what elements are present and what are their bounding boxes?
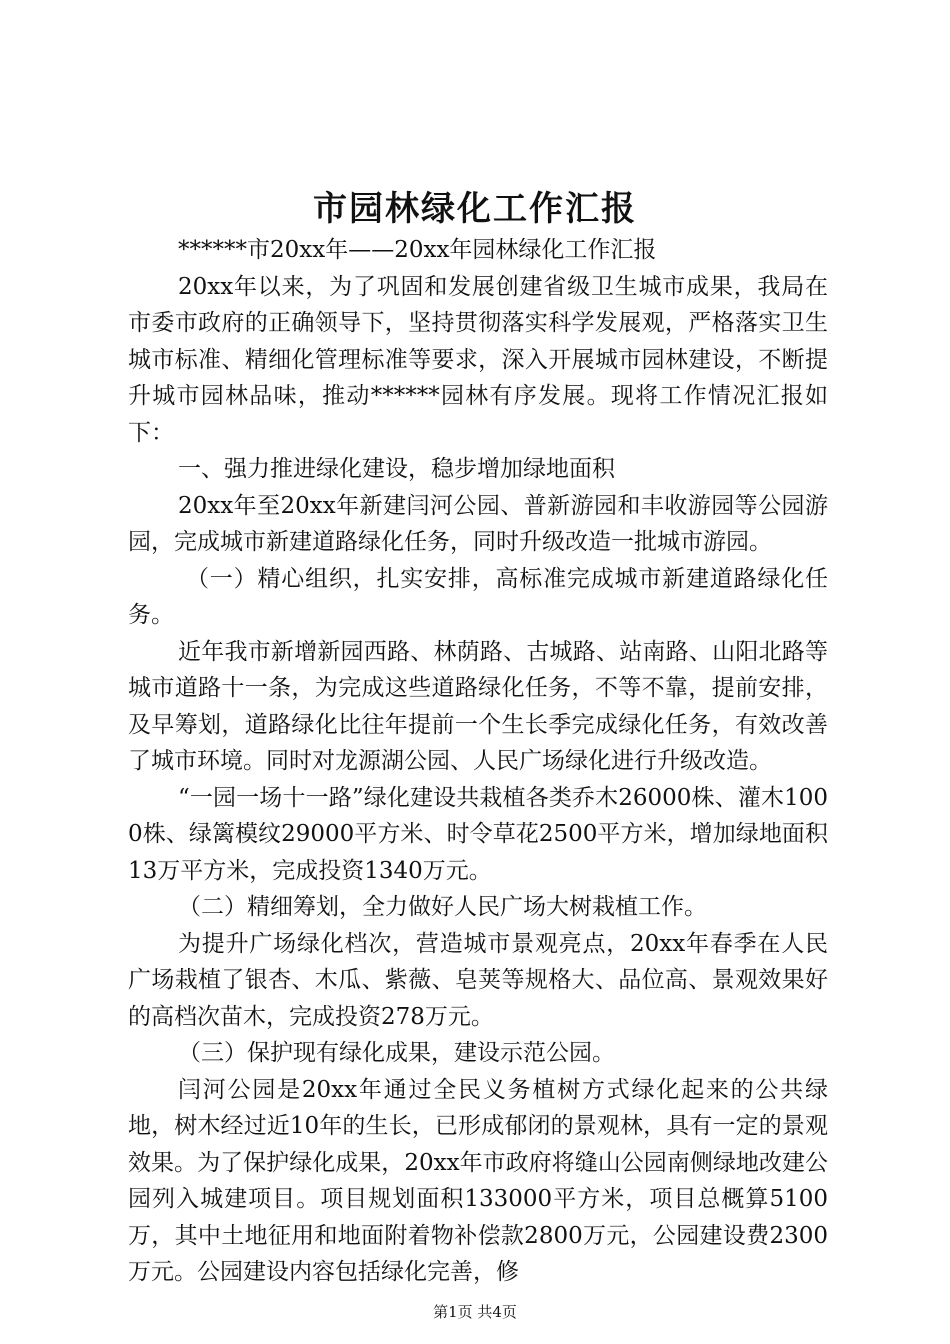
paragraph-section-1: 20xx年至20xx年新建闫河公园、普新游园和丰收游园等公园游园，完成城市新建道路绿化任务，同时升级改造一批城市游园。 <box>128 492 828 555</box>
document-title: 市园林绿化工作汇报 <box>313 189 637 229</box>
subsection-heading-2: （二）精细筹划，全力做好人民广场大树栽植工作。 <box>178 894 707 920</box>
paragraph-intro: 20xx年以来，为了巩固和发展创建省级卫生城市成果，我局在市委市政府的正确领导下，坚持贯彻落实科学发展观，严格落实卫生城市标准、精细化管理标准等要求，深入开展城市园林建设，不断提升城市园林品味，推动******园林有序发展。现将工作情况汇报如下： <box>128 273 828 446</box>
paragraph-subtitle: ******市20xx年——20xx年园林绿化工作汇报 <box>178 237 657 263</box>
paragraph-roads: 近年我市新增新园西路、林荫路、古城路、站南路、山阳北路等城市道路十一条，为完成这些道路绿化任务，不等不靠，提前安排，及早筹划，道路绿化比往年提前一个生长季完成绿化任务，有效改善了城市环境。同时对龙源湖公园、人民广场绿化进行升级改造。 <box>128 638 828 774</box>
section-heading-1: 一、强力推进绿化建设，稳步增加绿地面积 <box>178 456 615 482</box>
page-footer: 第1页 共4页 <box>433 1303 517 1321</box>
paragraph-park: 闫河公园是20xx年通过全民义务植树方式绿化起来的公共绿地，树木经过近10年的生长，已形成郁闭的景观林，具有一定的景观效果。为了保护绿化成果，20xx年市政府将缝山公园南侧绿地改建公园列入城建项目。项目规划面积133000平方米，项目总概算5100万，其中土地征用和地面附着物补偿款2800万元，公园建设费2300万元。公园建设内容包括绿化完善，修 <box>128 1076 828 1285</box>
document-body <box>128 232 828 1291</box>
subsection-heading-1: （一）精心组织，扎实安排，高标准完成城市新建道路绿化任务。 <box>128 565 828 628</box>
paragraph-square-trees: 为提升广场绿化档次，营造城市景观亮点，20xx年春季在人民广场栽植了银杏、木瓜、紫薇、皂荚等规格大、品位高、景观效果好的高档次苗木，完成投资278万元。 <box>128 930 828 1030</box>
subsection-heading-3: （三）保护现有绿化成果，建设示范公园。 <box>178 1040 615 1066</box>
paragraph-planting-stats: “一园一场十一路”绿化建设共栽植各类乔木26000株、灌木1000株、绿篱模纹29000平方米、时令草花2500平方米，增加绿地面积13万平方米，完成投资1340万元。 <box>128 784 828 884</box>
